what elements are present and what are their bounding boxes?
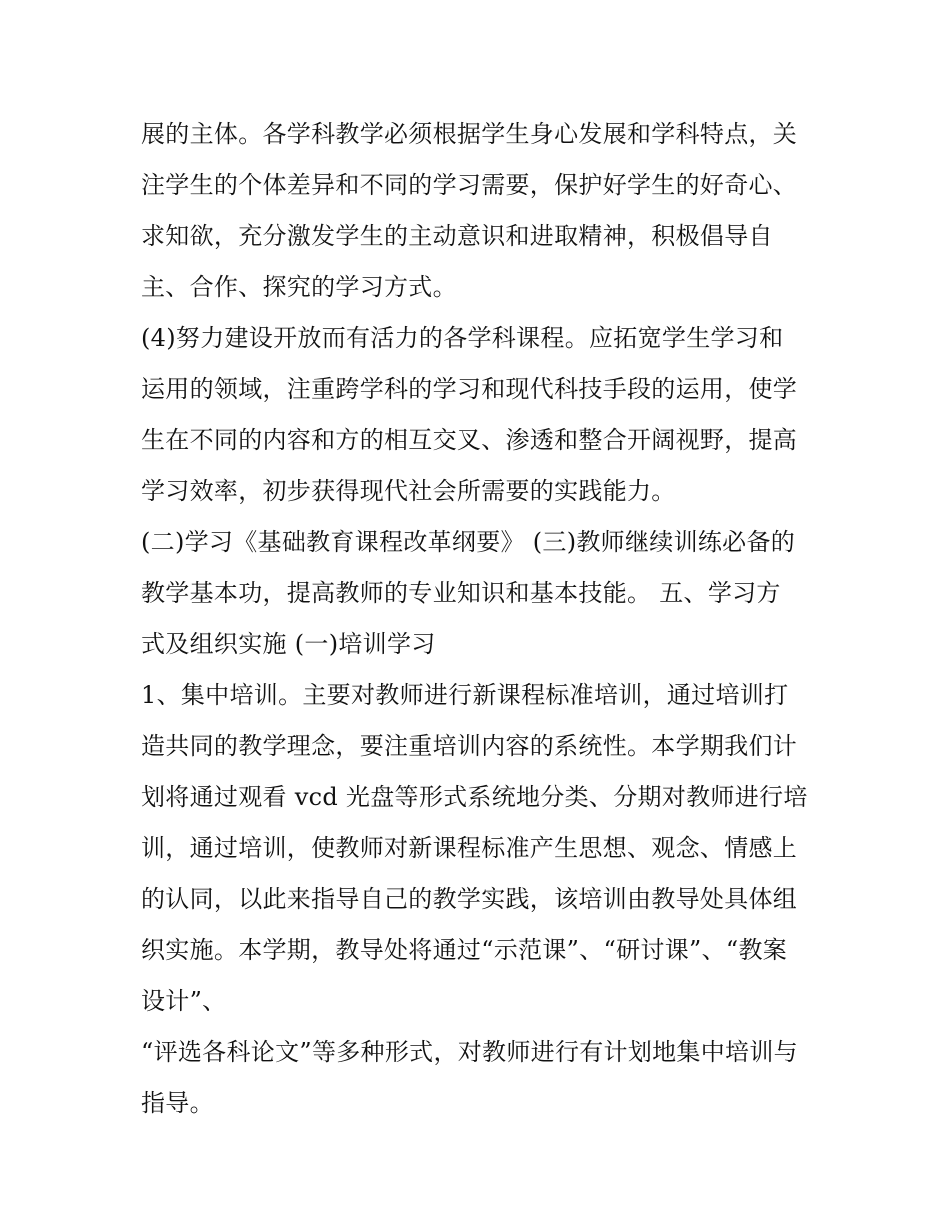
text-line-8: 学习效率，初步获得现代社会所需要的实践能力。 [141, 477, 676, 505]
text-line-7: 生在不同的内容和方的相互交叉、渗透和整合开阔视野，提高 [141, 426, 798, 454]
text-line-13: 造共同的教学理念，要注重培训内容的系统性。本学期我们计 [141, 732, 798, 760]
text-line-11: 式及组织实施 (一)培训学习 [141, 630, 436, 658]
text-line-14: 划将通过观看 vcd 光盘等形式系统地分类、分期对教师进行培 [141, 783, 808, 811]
text-line-1: 展的主体。各学科教学必须根据学生身心发展和学科特点，关 [141, 120, 798, 148]
text-line-19: “评选各科论文”等多种形式，对教师进行有计划地集中培训与 [141, 1038, 798, 1066]
text-line-4: 主、合作、探究的学习方式。 [141, 273, 457, 301]
text-line-5: (4)努力建设开放而有活力的各学科课程。应拓宽学生学习和 [141, 324, 784, 352]
text-line-9: (二)学习《基础教育课程改革纲要》 (三)教师继续训练必备的 [141, 528, 796, 556]
text-line-12: 1、集中培训。主要对教师进行新课程标准培训，通过培训打 [141, 681, 789, 709]
text-line-15: 训，通过培训，使教师对新课程标准产生思想、观念、情感上 [141, 834, 798, 862]
document-body [141, 109, 821, 1129]
text-line-17: 织实施。本学期，教导处将通过“示范课”、“研讨课”、“教案 [141, 936, 788, 964]
text-line-2: 注学生的个体差异和不同的学习需要，保护好学生的好奇心、 [141, 171, 798, 199]
text-line-3: 求知欲，充分激发学生的主动意识和进取精神，积极倡导自 [141, 222, 773, 250]
text-line-20: 指导。 [141, 1089, 214, 1117]
text-line-16: 的认同，以此来指导自己的教学实践，该培训由教导处具体组 [141, 885, 798, 913]
text-line-10: 教学基本功，提高教师的专业知识和基本技能。 五、学习方 [141, 579, 781, 607]
text-line-18: 设计”、 [141, 987, 227, 1015]
text-line-6: 运用的领域，注重跨学科的学习和现代科技手段的运用，使学 [141, 375, 798, 403]
